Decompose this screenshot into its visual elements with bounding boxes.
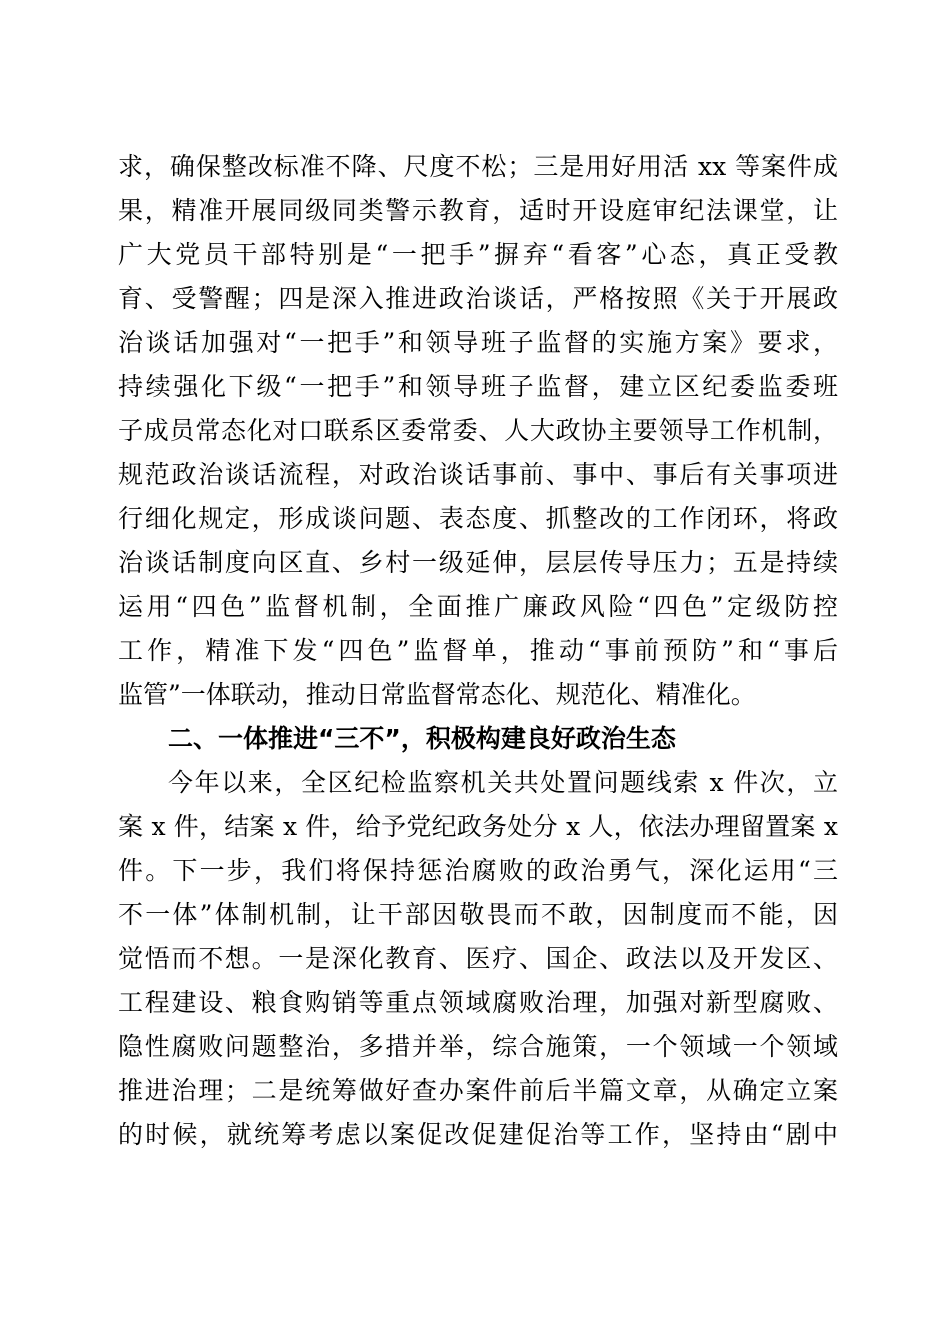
body-text-line: 治谈话加强对“一把手”和领导班子监督的实施方案》要求， — [118, 328, 838, 357]
body-text-line: 行细化规定，形成谈问题、表态度、抓整改的工作闭环，将政 — [118, 504, 838, 533]
body-text-line: 子成员常态化对口联系区委常委、人大政协主要领导工作机制， — [118, 416, 838, 445]
body-text-line: 不一体”体制机制，让干部因敬畏而不敢，因制度而不能，因 — [118, 900, 838, 929]
body-text-line: 果，精准开展同级同类警示教育，适时开设庭审纪法课堂，让 — [118, 196, 838, 225]
body-text-line: 监管”一体联动，推动日常监督常态化、规范化、精准化。 — [118, 680, 756, 709]
body-text-line: 广大党员干部特别是“一把手”摒弃“看客”心态，真正受教 — [118, 240, 838, 269]
body-text-line: 持续强化下级“一把手”和领导班子监督，建立区纪委监委班 — [118, 372, 838, 401]
section-heading: 二、一体推进“三不”，积极构建良好政治生态 — [168, 724, 676, 753]
body-text-line: 案 x 件，结案 x 件，给予党纪政务处分 x 人，依法办理留置案 x — [118, 812, 838, 841]
body-text-line: 求，确保整改标准不降、尺度不松；三是用好用活 xx 等案件成 — [118, 152, 838, 181]
body-text-line: 工程建设、粮食购销等重点领域腐败治理，加强对新型腐败、 — [118, 988, 838, 1017]
body-text-line: 育、受警醒；四是深入推进政治谈话，严格按照《关于开展政 — [118, 284, 838, 313]
body-text-line: 隐性腐败问题整治，多措并举，综合施策，一个领域一个领域 — [118, 1032, 838, 1061]
body-text-line: 工作，精准下发“四色”监督单，推动“事前预防”和“事后 — [118, 636, 838, 665]
body-text-line: 的时候，就统筹考虑以案促改促建促治等工作，坚持由“剧中 — [118, 1120, 838, 1149]
body-text-line: 规范政治谈话流程，对政治谈话事前、事中、事后有关事项进 — [118, 460, 838, 489]
body-text-line: 觉悟而不想。一是深化教育、医疗、国企、政法以及开发区、 — [118, 944, 838, 973]
body-text-line: 治谈话制度向区直、乡村一级延伸，层层传导压力；五是持续 — [118, 548, 838, 577]
document-body — [118, 145, 838, 1157]
body-text-line: 运用“四色”监督机制，全面推广廉政风险“四色”定级防控 — [118, 592, 838, 621]
body-text-line: 推进治理；二是统筹做好查办案件前后半篇文章，从确定立案 — [118, 1076, 838, 1105]
body-text-line: 件。下一步，我们将保持惩治腐败的政治勇气，深化运用“三 — [118, 856, 838, 885]
body-text-line: 今年以来，全区纪检监察机关共处置问题线索 x 件次，立 — [168, 768, 838, 797]
